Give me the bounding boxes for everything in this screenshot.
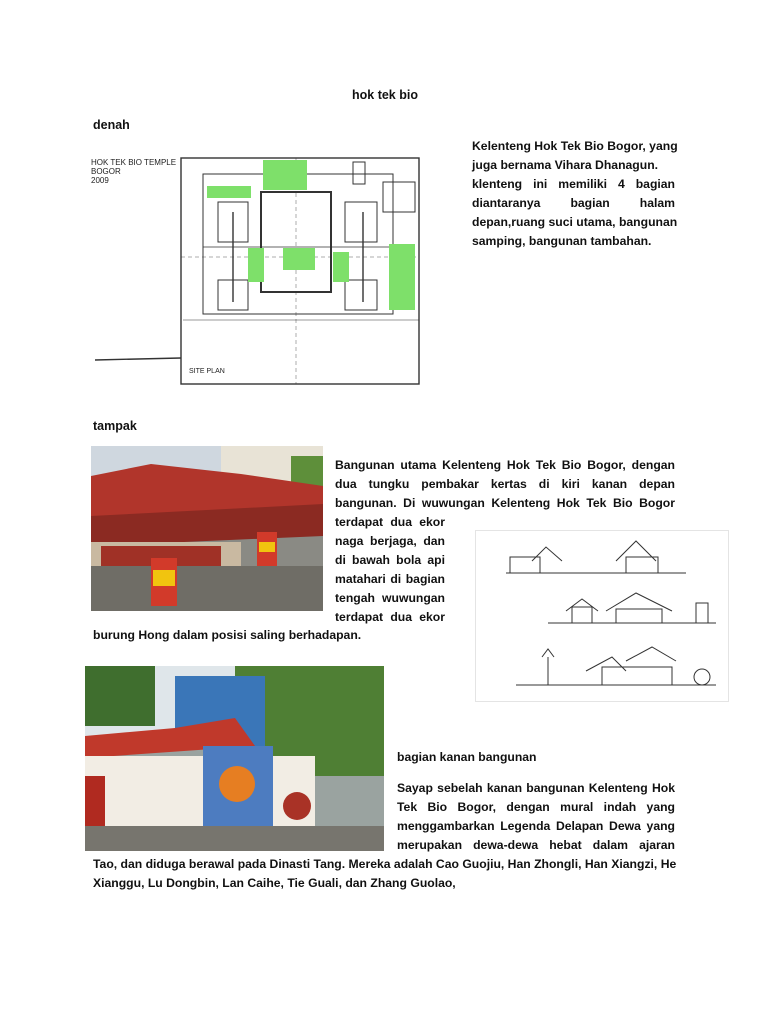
plan-site-label: SITE PLAN [189, 368, 225, 375]
site-plan-drawing [83, 152, 433, 390]
tampak-mid-line-3: di bawah bola api [335, 553, 445, 567]
plan-label-line3: 2009 [91, 176, 109, 185]
tampak-paragraph-mid [335, 513, 445, 627]
temple-right-wing-photo [85, 666, 384, 851]
tampak-line-3: bangunan. Di wuwungan Kelenteng Hok Tek Bio Bogor [335, 496, 675, 510]
tampak-paragraph-top [335, 456, 675, 513]
temple-front-illustration [91, 446, 323, 611]
section-heading-tampak: tampak [93, 419, 137, 433]
tampak-mid-line-1: terdapat dua ekor [335, 515, 445, 529]
denah-line-4: diantaranya bagian halam [472, 196, 675, 210]
section-heading-denah: denah [93, 118, 130, 132]
temple-front-photo [91, 446, 323, 611]
plan-label-line1: HOK TEK BIO TEMPLE [91, 158, 177, 167]
tampak-mid-line-2: naga berjaga, dan [335, 534, 445, 548]
denah-line-1: Kelenteng Hok Tek Bio Bogor, yang [472, 139, 678, 153]
kanan-paragraph-right [397, 779, 675, 855]
denah-line-6: samping, bangunan tambahan. [472, 234, 652, 248]
tampak-paragraph-end: burung Hong dalam posisi saling berhadapan. [93, 628, 362, 642]
elevation-drawings [475, 530, 729, 702]
section-heading-kanan: bagian kanan bangunan [397, 750, 537, 764]
denah-paragraph [472, 137, 678, 251]
tampak-line-1: Bangunan utama Kelenteng Hok Tek Bio Bogor, dengan [335, 458, 675, 472]
plan-label-line2: BOGOR [91, 167, 121, 176]
elevation-sections [476, 531, 728, 701]
tampak-mid-line-6: terdapat dua ekor [335, 610, 445, 624]
kanan-line-2: Tek Bio Bogor, dengan mural indah yang [397, 800, 675, 814]
page-title: hok tek bio [352, 88, 418, 102]
temple-right-wing-illustration [85, 666, 384, 851]
kanan-line-3: menggambarkan Legenda Delapan Dewa yang [397, 819, 675, 833]
kanan-line-4: merupakan dewa-dewa hebat dalam ajaran [397, 838, 675, 852]
tampak-mid-line-4: matahari di bagian [335, 572, 445, 586]
denah-line-5: depan,ruang suci utama, bangunan [472, 215, 678, 229]
denah-line-3: klenteng ini memiliki 4 bagian [472, 177, 675, 191]
kanan-full-line-1: Tao, dan diduga berawal pada Dinasti Tang. Mereka adalah Cao Guojiu, Han Zhongli, Han Xiangzi, He [93, 857, 677, 871]
tampak-line-2: dua tungku pembakar kertas di kiri kanan depan [335, 477, 675, 491]
tampak-mid-line-5: tengah wuwungan [335, 591, 445, 605]
kanan-line-1: Sayap sebelah kanan bangunan Kelenteng Hok [397, 781, 675, 795]
denah-line-2: juga bernama Vihara Dhanagun. [472, 158, 659, 172]
kanan-paragraph-full [93, 855, 675, 893]
site-plan-figure [83, 152, 433, 390]
kanan-full-line-2: Xianggu, Lu Dongbin, Lan Caihe, Tie Guali, dan Zhang Guolao, [93, 876, 456, 890]
